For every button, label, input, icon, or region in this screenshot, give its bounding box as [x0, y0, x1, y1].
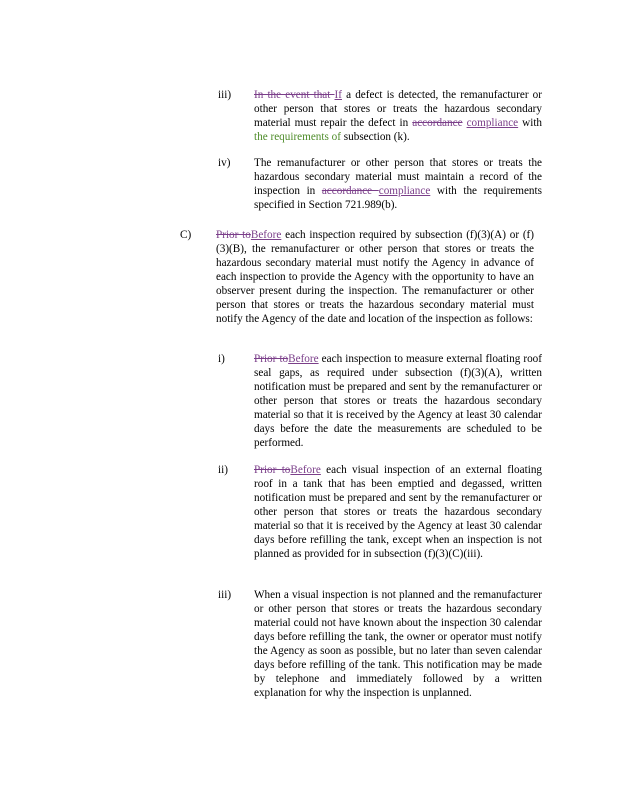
- deleted-text: In the event that: [254, 89, 335, 101]
- paragraph-c-i: [218, 352, 542, 450]
- section-label: C): [180, 229, 192, 241]
- section-text: [216, 228, 534, 326]
- text-run: with: [518, 117, 543, 129]
- deleted-text: accordance: [321, 185, 379, 197]
- deleted-text: Prior to: [254, 353, 289, 365]
- inserted-text: Before: [288, 353, 319, 365]
- paragraph-text: [254, 156, 542, 212]
- paragraph-label: iii): [218, 89, 232, 101]
- text-run: subsection (k).: [340, 131, 410, 143]
- text-run: each inspection required by subsection (f)(3)(A) or (f)(3)(B), the remanufacturer or other person that stores or treats the hazardous secondary material must notify the Agency in advance of each inspection to provide the Agency with the opportunity to have an observer present during the inspection. The remanufacturer or other person that stores or treats the hazardous secondary material must notify the Agency of the date and location of the inspection as follows:: [216, 229, 535, 325]
- inserted-text: If: [334, 89, 342, 101]
- section-c: [180, 228, 534, 326]
- text-run: each visual inspection of an external floating roof in a tank that has been emptied and degassed, written notification must be prepared and sent by the remanufacturer or other person that stores or treats the hazardous secondary material so that it is received by the Agency at least 30 calendar days before refilling the tank, except when an inspection is not planned as provided for in subsection (f)(3)(C)(iii).: [254, 464, 543, 560]
- paragraph-c-ii: [218, 463, 542, 561]
- text-run: each inspection to measure external floating roof seal gaps, as required under subsection (f)(3)(A), written notification must be prepared and sent by the remanufacturer or other person that stores or treats the hazardous secondary material so that it is received by the Agency at least 30 calendar days before the date the measurements are scheduled to be performed.: [254, 353, 542, 449]
- text-run: with the requirements specified in Section 721.989(b).: [254, 185, 542, 211]
- paragraph-label: iii): [218, 589, 232, 601]
- text-run: When a visual inspection is not planned and the remanufacturer or other person that stores or treats the hazardous secondary material could not have known about the inspection 30 calendar days before refilling the tank, the owner or operator must notify the Agency as soon as possible, but no later than seven calendar days before refilling of the tank. This notification may be made by telephone and immediately followed by a written explanation for why the inspection is unplanned.: [254, 589, 542, 699]
- inserted-text: Before: [290, 464, 321, 476]
- paragraph-text: [254, 588, 542, 700]
- paragraph-label: i): [218, 353, 225, 365]
- deleted-text: Prior to: [216, 229, 251, 241]
- paragraph-label: iv): [218, 157, 231, 169]
- paragraph-label: ii): [218, 464, 228, 476]
- deleted-text: accordance: [412, 117, 463, 129]
- highlighted-text: the requirements of: [254, 131, 341, 143]
- paragraph-a-iv: [218, 156, 542, 212]
- inserted-text: Before: [250, 229, 282, 241]
- paragraph-a-iii: [218, 88, 542, 144]
- inserted-text: compliance: [466, 117, 519, 129]
- paragraph-text: [254, 352, 542, 450]
- text-run: a defect is detected, the remanufacturer or other person that stores or treats the hazardous secondary material must repair the defect in: [254, 89, 542, 129]
- paragraph-c-iii: [218, 588, 542, 700]
- paragraph-text: [254, 463, 542, 561]
- deleted-text: Prior to: [254, 464, 291, 476]
- text-run: The remanufacturer or other person that stores or treats the hazardous secondary material must maintain a record of the inspection in: [254, 157, 542, 197]
- paragraph-text: [254, 88, 542, 144]
- inserted-text: compliance: [378, 185, 431, 197]
